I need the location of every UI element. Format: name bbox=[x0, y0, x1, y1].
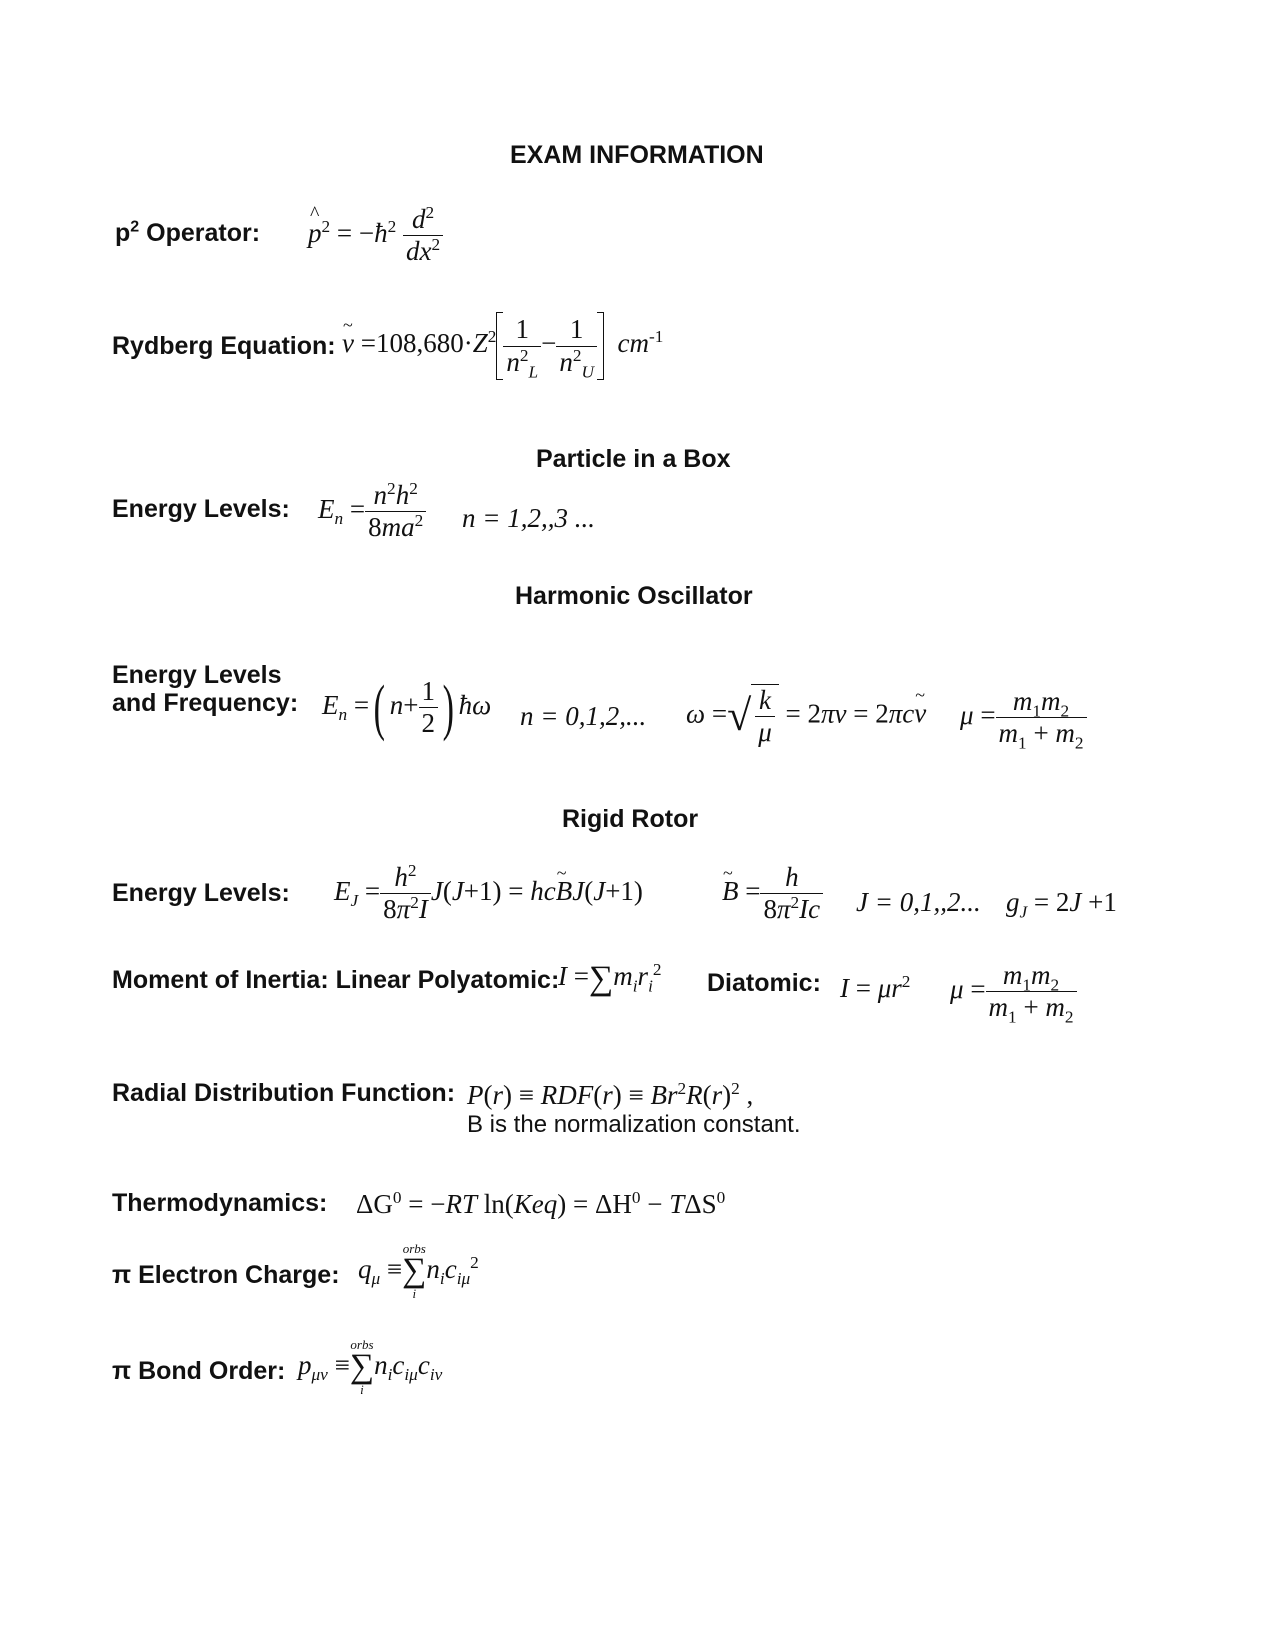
ho-energy-label-line2: and Frequency: bbox=[112, 689, 299, 717]
ho-reduced-mass-equation: μ = $\frac{m_1m_2}{m_1 + m_2}$ bbox=[960, 686, 1087, 749]
p2-operator-equation: ^ $p^2$ = $-ħ^2$ $\frac{d^2}{dx^2}$ bbox=[308, 204, 443, 267]
ho-frequency-equation: ω =√ $\frac{k}{\mu}$ = 2πν = 2πc~ ν bbox=[686, 684, 926, 748]
thermo-label: Thermodynamics: bbox=[112, 1189, 328, 1217]
pi-bond-equation: $p_{\mu\nu}$ ≡ orbs ∑ i $n_ic_{i\mu}c_{i\nu}$ bbox=[298, 1337, 443, 1397]
ho-energy-equation: $E_n$ =( n+ $\frac{1}{2}$ ) ħω bbox=[322, 673, 492, 742]
rr-degeneracy-equation: $g_J = 2J +1$ bbox=[1006, 887, 1117, 922]
heading-particle-in-box: Particle in a Box bbox=[536, 445, 731, 473]
pi-bond-label: π Bond Order: bbox=[112, 1357, 286, 1385]
rdf-equation: $P(r) \equiv RDF(r) \equiv Br^2R(r)^2$ , bbox=[467, 1079, 754, 1110]
rr-rotational-constant-equation: ~ B = $\frac{h}{8\pi^2Ic}$ bbox=[722, 862, 823, 925]
heading-rigid-rotor: Rigid Rotor bbox=[562, 805, 699, 833]
page-title: EXAM INFORMATION bbox=[510, 141, 764, 169]
rydberg-equation: ~ $\nu =108,680\cdot Z^2$ $\frac{1}{n^2_L}$ − $\frac{1}{n^2_U}$ $cm^{-1}$ bbox=[342, 312, 663, 380]
rydberg-units: cm bbox=[617, 328, 649, 359]
rdf-label: Radial Distribution Function: bbox=[112, 1079, 456, 1107]
rr-j-values: J = 0,1,,2... bbox=[856, 887, 981, 917]
moment-linear-equation: $I =\sum m_ir_i^2$ bbox=[558, 959, 662, 997]
ho-energy-label-line1: Energy Levels bbox=[112, 661, 282, 689]
rydberg-label: Rydberg Equation: bbox=[112, 332, 336, 360]
rr-energy-label: Energy Levels: bbox=[112, 879, 290, 907]
pi-bond-sum-upper: orbs bbox=[350, 1337, 374, 1352]
diatomic-label: Diatomic: bbox=[707, 969, 821, 997]
ho-n-values: n = 0,1,2,... bbox=[520, 701, 647, 731]
pi-bond-sum-lower: i bbox=[360, 1381, 364, 1397]
rydberg-constant: 108,680 bbox=[375, 328, 464, 359]
diatomic-equation: $I = \mu r^2$ bbox=[840, 972, 911, 1003]
pib-energy-equation: $E_n$ = $\frac{n^2h^2}{8ma^2}$ bbox=[318, 480, 426, 543]
heading-harmonic-oscillator: Harmonic Oscillator bbox=[515, 582, 753, 610]
pi-charge-sum-lower: i bbox=[412, 1285, 417, 1301]
p2-operator-label: $p^2$ Operator: bbox=[115, 218, 261, 247]
pib-energy-label: Energy Levels: bbox=[112, 495, 290, 523]
pi-charge-sum-upper: orbs bbox=[402, 1241, 426, 1256]
moment-label: Moment of Inertia: Linear Polyatomic: bbox=[112, 966, 560, 994]
p2-operator-label-text: Operator: bbox=[146, 219, 261, 247]
rdf-note: B is the normalization constant. bbox=[467, 1111, 801, 1138]
pib-n-values: n = 1,2,,3 ... bbox=[462, 503, 595, 533]
rr-energy-equation: $E_J$ = $\frac{h^2}{8\pi^2I}$ J(J+1) = hc~ BJ(J+1) bbox=[334, 862, 643, 925]
moment-reduced-mass-equation: μ = $\frac{m_1m_2}{m_1 + m_2}$ bbox=[950, 960, 1077, 1023]
pi-charge-equation: $q_\mu$ ≡ orbs ∑ i $n_ic_{i\mu}^2$ bbox=[358, 1241, 479, 1301]
thermo-equation: $\Delta G^0 = -RT$ $\ln(Keq) = \Delta H^0 - T\Delta S^0$ bbox=[356, 1188, 726, 1219]
pi-charge-label: π Electron Charge: bbox=[112, 1261, 340, 1289]
